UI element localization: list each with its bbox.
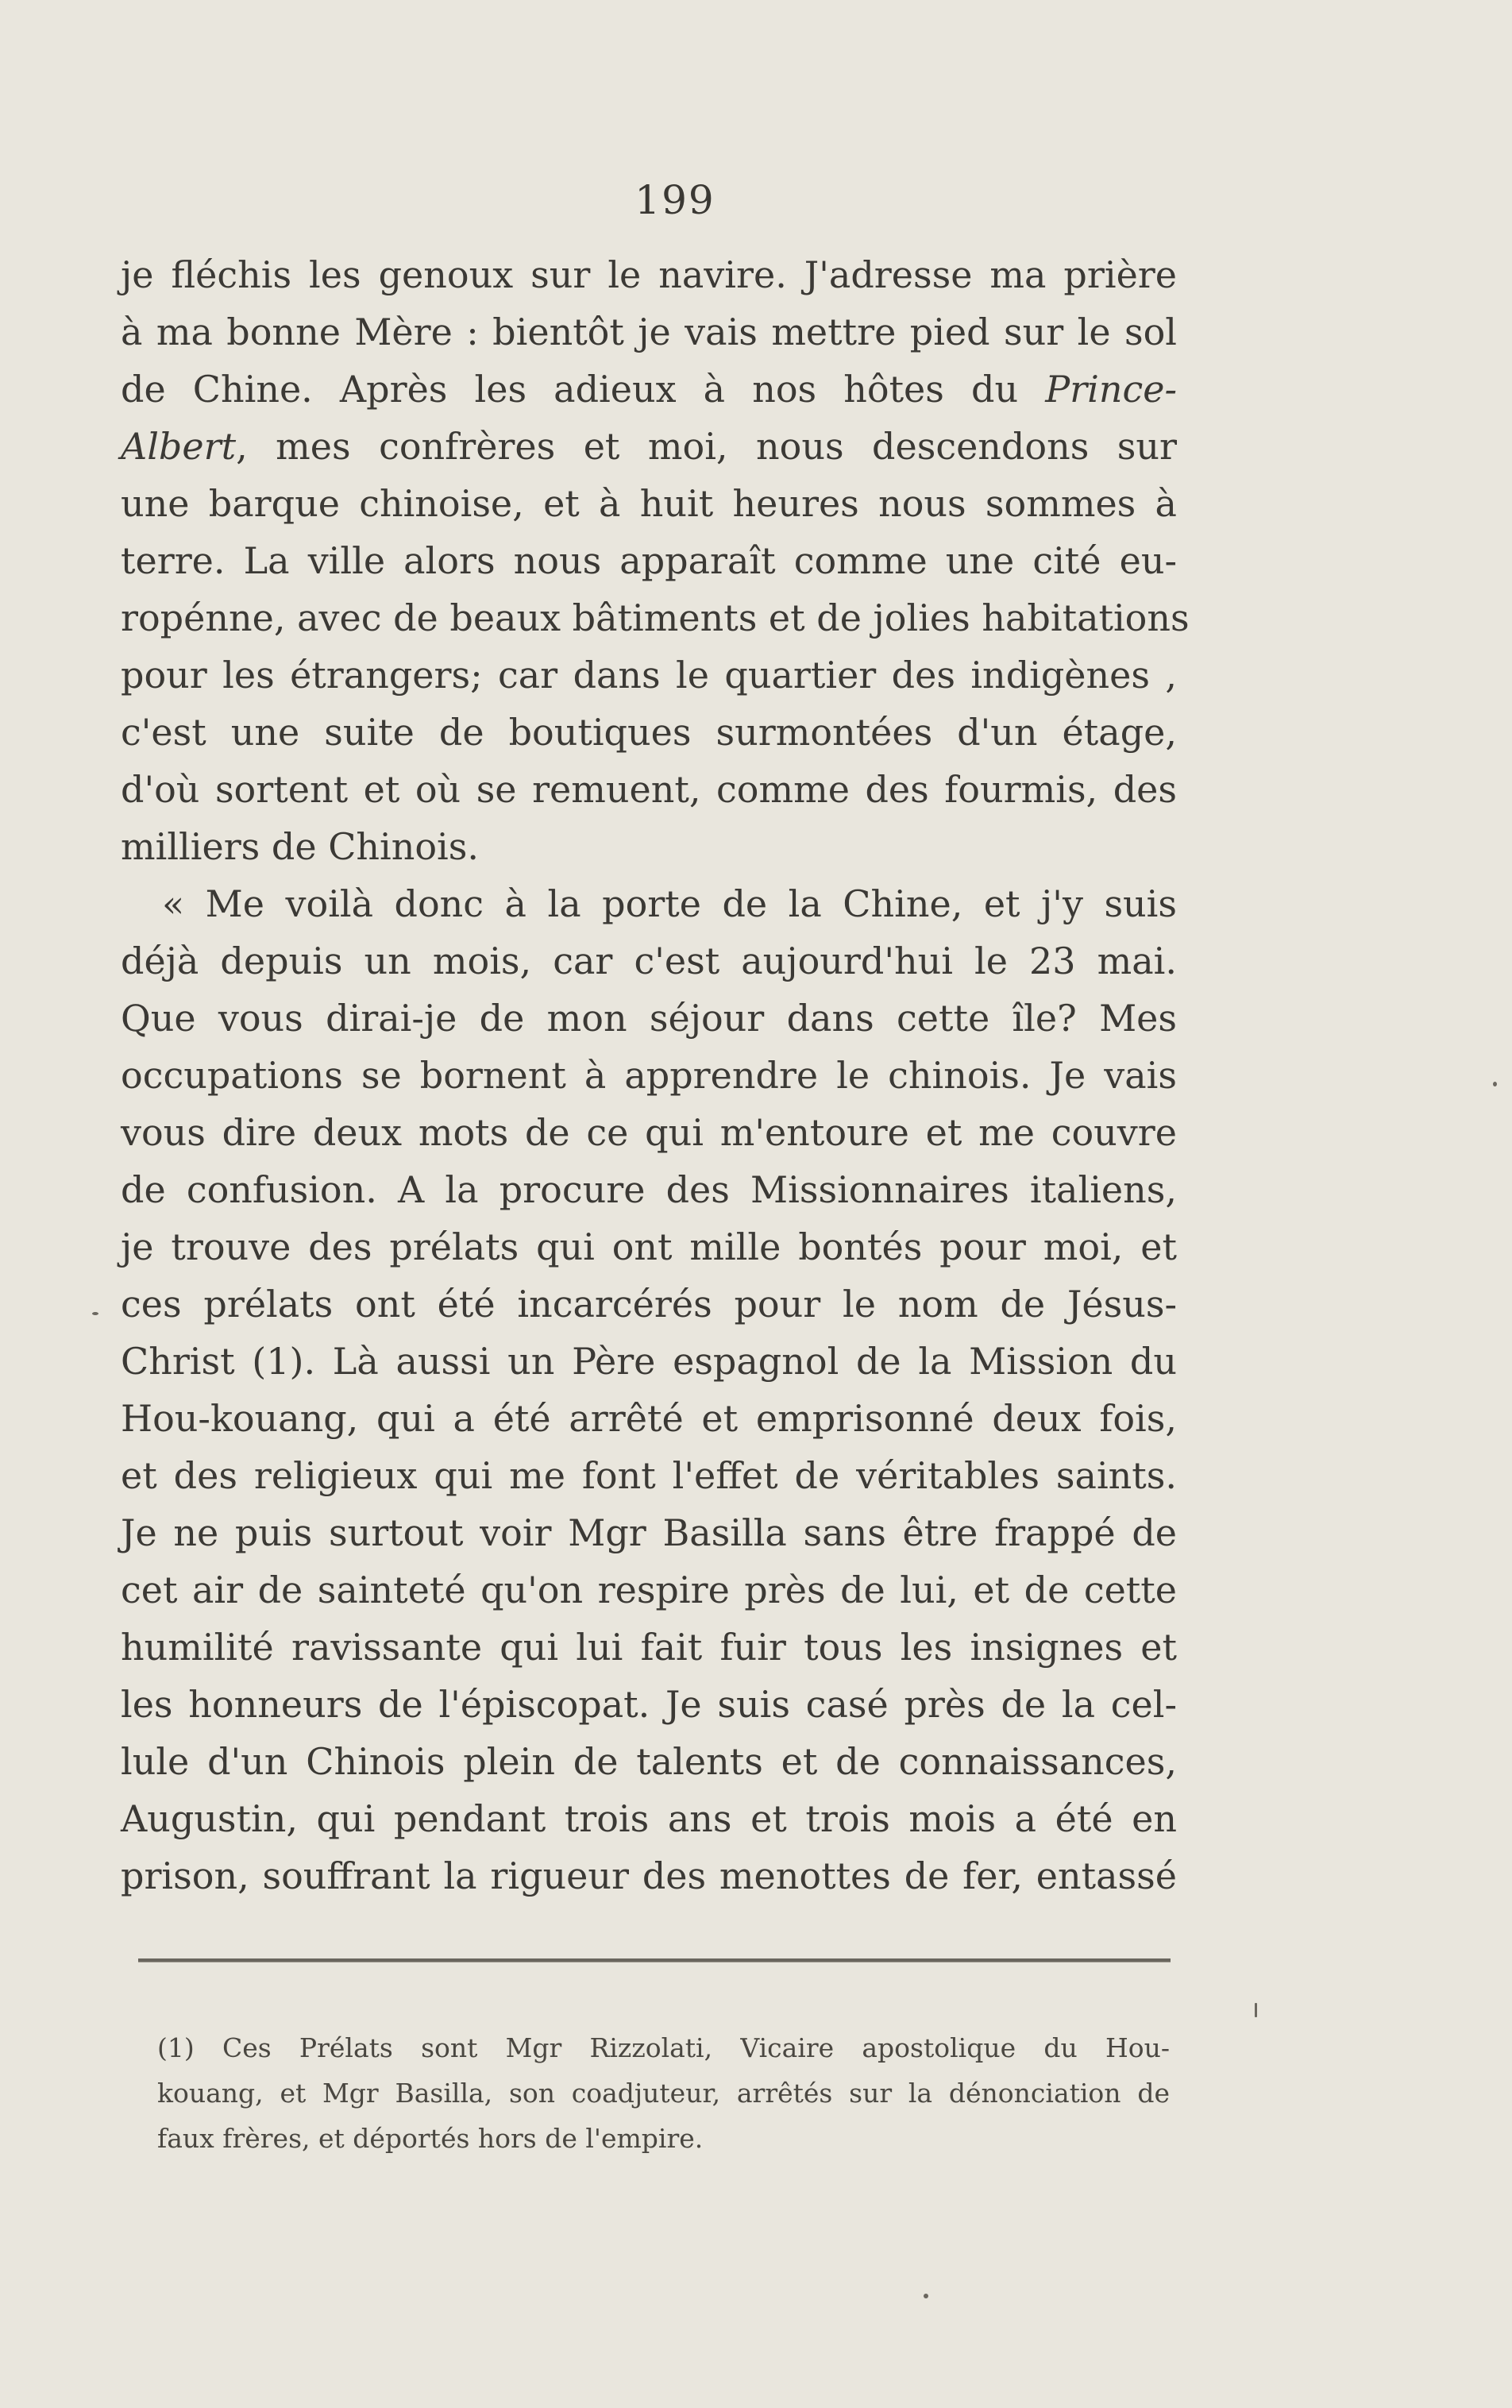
paper-speck (1493, 1082, 1497, 1086)
paper-speck (92, 1312, 98, 1315)
italic-ship-name: Prince- (1045, 368, 1177, 411)
text-line: de confusion. A la procure des Missionnaires italiens, (121, 1168, 1177, 1211)
text-line: terre. La ville alors nous apparaît comme une cité eu- (121, 539, 1177, 582)
footnote-line: kouang, et Mgr Basilla, son coadjuteur, arrêtés sur la dénonciation de (157, 2078, 1170, 2109)
text-line: humilité ravissante qui lui fait fuir tous les insignes et (121, 1626, 1177, 1669)
text-line: lule d'un Chinois plein de talents et de connaissances, (121, 1740, 1177, 1783)
paper-speck (924, 2294, 928, 2298)
text-line: Christ (1). Là aussi un Père espagnol de la Mission du (121, 1340, 1177, 1383)
footnote-line: (1) Ces Prélats sont Mgr Rizzolati, Vicaire apostolique du Hou- (157, 2032, 1170, 2063)
text-line: et des religieux qui me font l'effet de véritables saints. (121, 1454, 1177, 1497)
text-line: c'est une suite de boutiques surmontées d'un étage, (121, 711, 1177, 754)
text-fragment: de Chine. Après les adieux à nos hôtes du (121, 368, 1046, 411)
text-line (121, 418, 1177, 475)
text-line: occupations se bornent à apprendre le chinois. Je vais (121, 1054, 1177, 1097)
text-line: Je ne puis surtout voir Mgr Basilla sans être frappé de (121, 1511, 1177, 1554)
body-text (121, 246, 1190, 1904)
page-number: 199 (634, 177, 716, 223)
text-line: ces prélats ont été incarcérés pour le nom de Jésus- (121, 1283, 1177, 1326)
text-line: à ma bonne Mère : bientôt je vais mettre pied sur le sol (121, 311, 1177, 353)
text-line: les honneurs de l'épiscopat. Je suis casé près de la cel- (121, 1683, 1177, 1726)
text-line: prison, souffrant la rigueur des menottes de fer, entassé (121, 1854, 1177, 1897)
paper-speck (1255, 2003, 1257, 2017)
text-line: « Me voilà donc à la porte de la Chine, et j'y suis (162, 882, 1177, 925)
text-line: d'où sortent et où se remuent, comme des fourmis, des (121, 768, 1177, 811)
text-line: Augustin, qui pendant trois ans et trois mois a été en (121, 1797, 1177, 1840)
text-line: ropénne, avec de beaux bâtiments et de jolies habitations (121, 596, 1190, 639)
text-line: cet air de sainteté qu'on respire près de lui, et de cette (121, 1569, 1177, 1611)
footnote-rule (138, 1958, 1171, 1962)
text-line: une barque chinoise, et à huit heures nous sommes à (121, 482, 1177, 525)
italic-ship-name: Albert (121, 425, 237, 468)
footnote-line: faux frères, et déportés hors de l'empire. (157, 2123, 704, 2154)
text-line: Que vous dirai-je de mon séjour dans cette île? Mes (121, 997, 1177, 1040)
text-line: pour les étrangers; car dans le quartier des indigènes , (121, 654, 1177, 697)
text-line: je trouve des prélats qui ont mille bontés pour moi, et (121, 1225, 1177, 1268)
text-line: vous dire deux mots de ce qui m'entoure et me couvre (121, 1111, 1177, 1154)
text-line: Hou-kouang, qui a été arrêté et emprisonné deux fois, (121, 1397, 1177, 1440)
text-line: je fléchis les genoux sur le navire. J'adresse ma prière (121, 253, 1177, 296)
footnote (157, 2025, 1170, 2161)
text-line (121, 361, 1177, 418)
text-line: déjà depuis un mois, car c'est aujourd'hui le 23 mai. (121, 940, 1177, 982)
text-line: milliers de Chinois. (121, 825, 479, 868)
text-fragment: , mes confrères et moi, nous descendons sur (236, 425, 1177, 468)
